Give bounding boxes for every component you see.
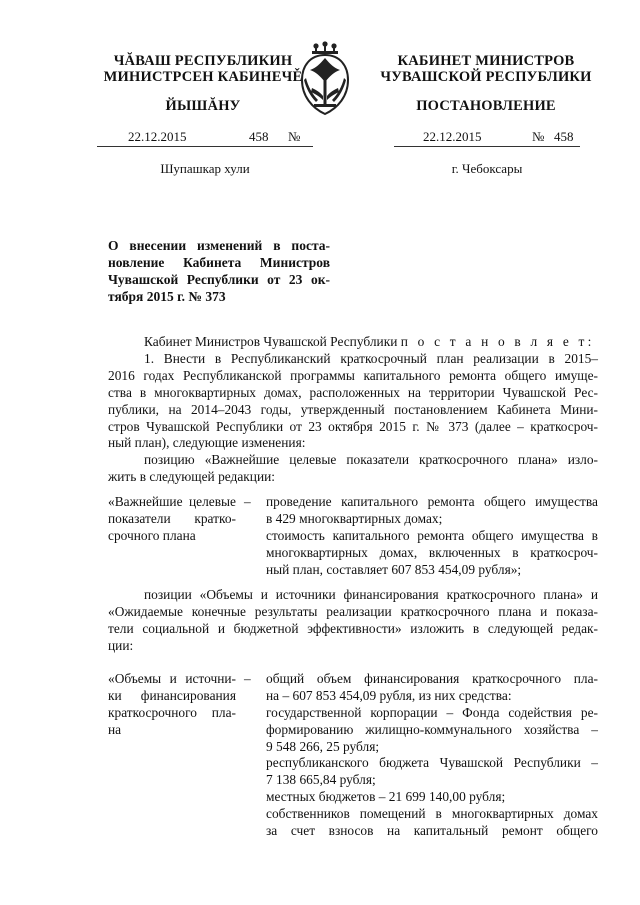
table1-dash: – [244, 494, 251, 509]
header-right-number: 458 [554, 129, 574, 144]
table1-right-line: проведение капитального ремонта общего имущества [266, 494, 598, 509]
header-left-line1: ЧĂВАШ РЕСПУБЛИКИН [113, 53, 293, 69]
table2-right-line: 7 138 665,84 рубля; [266, 772, 376, 788]
paragraph-2 [108, 452, 598, 486]
paragraph-line: публики, на 2014–2043 годы, утвержденный постановлением Кабинета Мини- [108, 401, 598, 417]
subject-line: О внесении изменений в поста- [108, 238, 330, 253]
paragraph-1 [108, 351, 598, 452]
header-right-number-sign: № [532, 129, 545, 144]
header-right-line2: ЧУВАШСКОЙ РЕСПУБЛИКИ [380, 69, 592, 85]
header-left-title [84, 53, 322, 85]
table2-right-line: 9 548 266, 25 рубля; [266, 738, 380, 754]
paragraph-line: жить в следующей редакции: [108, 468, 276, 484]
header-left-number: 458 [249, 129, 269, 144]
table2-right-line: общий объем финансирования краткосрочного пла- [266, 671, 598, 686]
header-left-date-rule [97, 146, 313, 147]
header-left-city: Шупашкар хули [160, 161, 250, 176]
table2-right-line: местных бюджетов – 21 699 140,00 рубля; [266, 789, 506, 805]
paragraph-line: ции: [108, 637, 134, 653]
table2-left-line: ки финансирования [108, 687, 236, 703]
table1-right-line: в 429 многоквартирных домах; [266, 510, 443, 526]
intro-line [144, 334, 595, 351]
header-left-doc-type: ЙЫШĂНУ [165, 98, 241, 114]
table2-right-line: формированию жилищно-коммунального хозяйства – [266, 721, 598, 737]
subject-line: Чувашской Республики от 23 ок- [108, 271, 330, 287]
paragraph-line: позицию «Важнейшие целевые показатели краткосрочного плана» изло- [144, 452, 598, 467]
table2-right-line: собственников помещений в многоквартирных домах [266, 806, 598, 822]
table1-left-line: «Важнейшие целевые [108, 494, 236, 509]
table2-left-line: на [108, 721, 122, 737]
intro-prefix: Кабинет Министров Чувашской Республики [144, 334, 398, 349]
chuvash-emblem-icon [296, 38, 354, 118]
header-left-number-sign: № [288, 129, 301, 144]
header-right-doc-type: ПОСТАНОВЛЕНИЕ [416, 98, 556, 114]
subject-line: новление Кабинета Министров [108, 254, 330, 270]
table2-left-cell [108, 671, 236, 739]
table2-right-line: на – 607 853 454,09 рубля, из них средства: [266, 687, 512, 703]
header-left-line2: МИНИСТРСЕН КАБИНЕЧĚ [103, 69, 303, 85]
table1-left-line: показатели кратко- [108, 510, 236, 526]
paragraph-3 [108, 587, 598, 655]
paragraph-line: 2016 годах Республиканской программы капитального ремонта общего имуще- [108, 367, 598, 383]
header-right-line1: КАБИНЕТ МИНИСТРОВ [397, 53, 575, 69]
header-left-date: 22.12.2015 [128, 129, 187, 144]
table1-right-line: ный план, составляет 607 853 454,09 рубля»; [266, 561, 522, 577]
paragraph-line: ный план), следующие изменения: [108, 435, 306, 451]
subject-line: тября 2015 г. № 373 [108, 288, 226, 304]
paragraph-line: тели социальной и бюджетной эффективности» изложить в следующей редак- [108, 620, 598, 636]
table1-left-cell [108, 494, 236, 545]
table1-left-line: срочного плана [108, 527, 196, 543]
table2-dash: – [244, 671, 251, 686]
paragraph-line: позиции «Объемы и источники финансирования краткосрочного плана» и [144, 587, 598, 602]
intro-verb: п о с т а н о в л я е т: [400, 334, 595, 349]
table1-right-cell [266, 494, 598, 578]
document-subject [108, 237, 330, 305]
header-right-city: г. Чебоксары [451, 161, 523, 176]
paragraph-line: стров Чувашской Республики от 23 октября 2015 г. № 373 (далее – краткосроч- [108, 418, 598, 434]
table2-right-line: республиканского бюджета Чувашской Республики – [266, 755, 598, 771]
table1-right-line: стоимость капитального ремонта общего имущества в [266, 527, 598, 543]
table2-right-line: государственной корпорации – Фонда содействия ре- [266, 704, 598, 720]
emblem [296, 38, 354, 118]
header-right-date: 22.12.2015 [423, 129, 482, 144]
table2-left-line: «Объемы и источни- [108, 671, 236, 686]
paragraph-line: 1. Внести в Республиканский краткосрочный план реализации в 2015– [144, 351, 598, 366]
table2-right-line: за счет взносов на капитальный ремонт общего [266, 823, 598, 839]
header-right-date-rule [394, 146, 580, 147]
table2-right-cell [266, 671, 598, 840]
table1-right-line: многоквартирных домах, включенных в краткосроч- [266, 544, 598, 560]
header-right-title [366, 53, 606, 85]
paragraph-line: ства в многоквартирных домах, расположенных на территории Чувашской Рес- [108, 384, 598, 400]
table2-left-line: краткосрочного пла- [108, 704, 236, 720]
paragraph-line: «Ожидаемые конечные результаты реализации краткосрочного плана и показа- [108, 603, 598, 619]
